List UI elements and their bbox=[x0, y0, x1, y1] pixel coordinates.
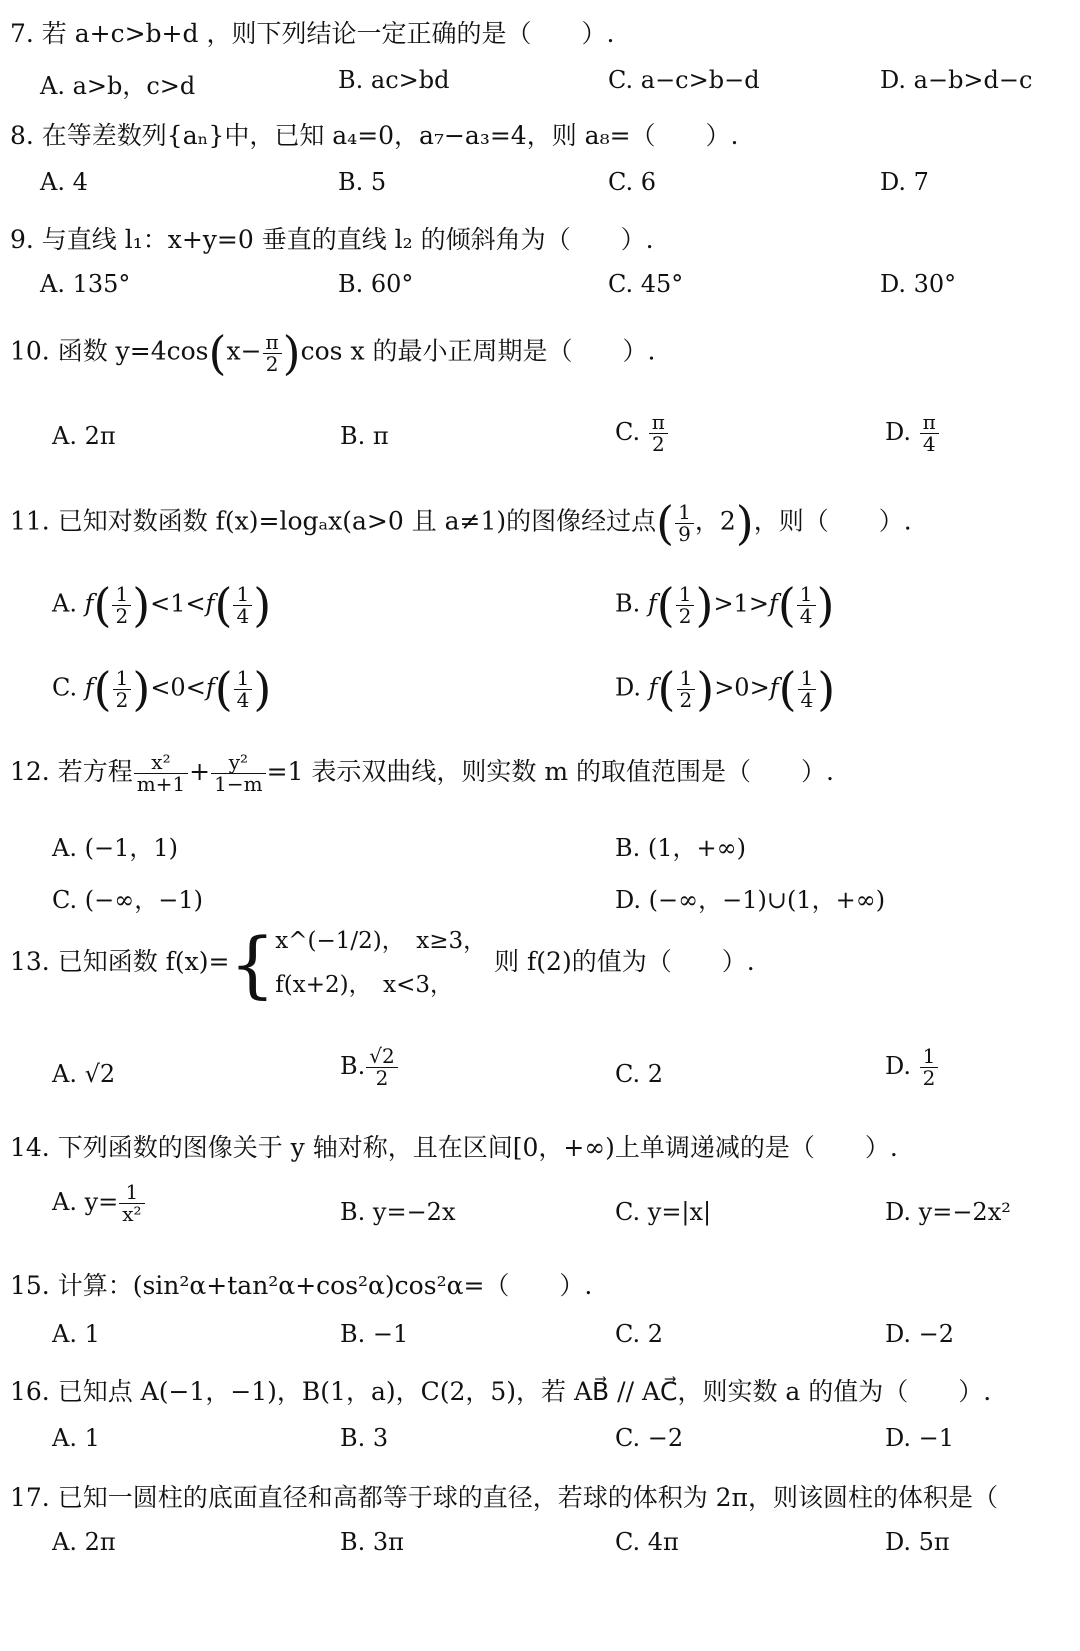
q13-option-a: A. √2 bbox=[52, 1060, 116, 1088]
left-paren: ( bbox=[208, 326, 227, 380]
q11-option-c: C. f( $\frac{1}{2}$ )<0<f( $\frac{1}{4}$ ) bbox=[52, 662, 272, 716]
q8-option-b: B. 5 bbox=[338, 168, 387, 196]
question-11: 11. 已知对数函数 f(x)=logₐx(a>0 且 a≠1)的图像经过点( $\frac{1}{9}$ ，2)，则（ ）. bbox=[10, 496, 912, 550]
q17-option-b: B. 3π bbox=[340, 1528, 404, 1556]
q14-option-a: A. y= $\frac{1}{\text{x²}}$ bbox=[52, 1182, 146, 1225]
q12-option-a: A. (−1，1) bbox=[52, 834, 178, 862]
piecewise-brace: { bbox=[229, 921, 276, 1006]
q12-option-c: C. (−∞，−1) bbox=[52, 886, 203, 914]
q15-option-b: B. −1 bbox=[340, 1320, 409, 1348]
q10-option-c: C. $\frac{\pi}{2}$ bbox=[615, 412, 669, 455]
q15-option-a: A. 1 bbox=[52, 1320, 100, 1348]
q9-option-a: A. 135° bbox=[40, 270, 131, 298]
q10-option-a: A. 2π bbox=[52, 422, 116, 450]
q14-option-b: B. y=−2x bbox=[340, 1198, 456, 1226]
q11-option-d: D. f( $\frac{1}{2}$ )>0>f( $\frac{1}{4}$ ) bbox=[615, 662, 836, 716]
q12-frac-2: $\frac{\text{y²}}{1-m}$ bbox=[211, 752, 265, 795]
q12-option-d: D. (−∞，−1)∪(1，+∞) bbox=[615, 886, 886, 914]
q15-option-d: D. −2 bbox=[885, 1320, 955, 1348]
q9-option-c: C. 45° bbox=[608, 270, 684, 298]
q7-option-b: B. ac>bd bbox=[338, 66, 450, 94]
q7-option-a: A. a>b，c>d bbox=[40, 72, 196, 100]
q17-option-c: C. 4π bbox=[615, 1528, 679, 1556]
q10-option-d: D. $\frac{\pi}{4}$ bbox=[885, 412, 940, 455]
question-14: 14. 下列函数的图像关于 y 轴对称，且在区间[0，+∞)上单调递减的是（ ）. bbox=[10, 1133, 898, 1162]
question-8: 8. 在等差数列{aₙ}中，已知 a₄=0，a₇−a₃=4，则 a₈=（ ）. bbox=[10, 121, 739, 150]
q7-option-c: C. a−c>b−d bbox=[608, 66, 760, 94]
q15-option-c: C. 2 bbox=[615, 1320, 664, 1348]
q10-lead: 10. 函数 y=4cos bbox=[10, 336, 209, 366]
question-16: 16. 已知点 A(−1，−1)，B(1，a)，C(2，5)，若 AB⃗ // AC⃗，则实数 a 的值为（ ）. bbox=[10, 1377, 992, 1406]
q16-option-d: D. −1 bbox=[885, 1424, 955, 1452]
q11-option-a: A. f( $\frac{1}{2}$ )<1<f( $\frac{1}{4}$ ) bbox=[52, 578, 272, 632]
q10-tail: cos x 的最小正周期是（ ）. bbox=[300, 336, 656, 366]
q13-option-d: D. $\frac{1}{2}$ bbox=[885, 1046, 939, 1089]
q8-option-a: A. 4 bbox=[40, 168, 88, 196]
question-15: 15. 计算：(sin²α+tan²α+cos²α)cos²α=（ ）. bbox=[10, 1271, 593, 1300]
q17-option-d: D. 5π bbox=[885, 1528, 950, 1556]
q11-option-b: B. f( $\frac{1}{2}$ )>1>f( $\frac{1}{4}$ ) bbox=[615, 578, 835, 632]
q9-option-b: B. 60° bbox=[338, 270, 414, 298]
question-10 bbox=[10, 326, 656, 380]
q12-option-b: B. (1，+∞) bbox=[615, 834, 746, 862]
q17-option-a: A. 2π bbox=[52, 1528, 116, 1556]
q8-option-d: D. 7 bbox=[880, 168, 929, 196]
q14-option-d: D. y=−2x² bbox=[885, 1198, 1011, 1226]
q10-pi-over-2: $\frac{\pi}{2}$ bbox=[263, 332, 282, 375]
question-13: 13. 已知函数 f(x)={ x^(−1/2)， x≥3， f(x+2)， x<3， 则 f(2)的值为（ ）. bbox=[10, 921, 755, 1006]
q16-option-c: C. −2 bbox=[615, 1424, 684, 1452]
q16-option-b: B. 3 bbox=[340, 1424, 389, 1452]
right-paren: ) bbox=[282, 326, 301, 380]
q9-option-d: D. 30° bbox=[880, 270, 957, 298]
q10-option-b: B. π bbox=[340, 422, 389, 450]
q10-option-c-frac: $\frac{\pi}{2}$ bbox=[649, 412, 668, 455]
question-17: 17. 已知一圆柱的底面直径和高都等于球的直径，若球的体积为 2π，则该圆柱的体积是（ bbox=[10, 1483, 998, 1512]
question-9: 9. 与直线 l₁：x+y=0 垂直的直线 l₂ 的倾斜角为（ ）. bbox=[10, 225, 654, 254]
q8-option-c: C. 6 bbox=[608, 168, 657, 196]
q11-point-frac: $\frac{1}{9}$ bbox=[675, 502, 694, 545]
q14-option-c: C. y=|x| bbox=[615, 1198, 712, 1226]
piecewise-cases: x^(−1/2)， x≥3， f(x+2)， x<3， bbox=[275, 928, 487, 998]
question-7: 7. 若 a+c>b+d ，则下列结论一定正确的是（ ）. bbox=[10, 19, 615, 48]
q10-arg: x− bbox=[226, 336, 262, 366]
q7-option-d: D. a−b>d−c bbox=[880, 66, 1033, 94]
q13-option-b: B. $\frac{√2}{2}$ bbox=[340, 1046, 399, 1089]
q10-option-d-frac: $\frac{\pi}{4}$ bbox=[920, 412, 939, 455]
question-12: 12. 若方程 $\frac{\text{x²}}{m+1}$ + $\frac{\text{y²}}{1-m}$ =1 表示双曲线，则实数 m 的取值范围是（ ）. bbox=[10, 750, 834, 796]
q16-option-a: A. 1 bbox=[52, 1424, 100, 1452]
q13-option-c: C. 2 bbox=[615, 1060, 664, 1088]
q12-frac-1: $\frac{\text{x²}}{m+1}$ bbox=[134, 752, 188, 795]
